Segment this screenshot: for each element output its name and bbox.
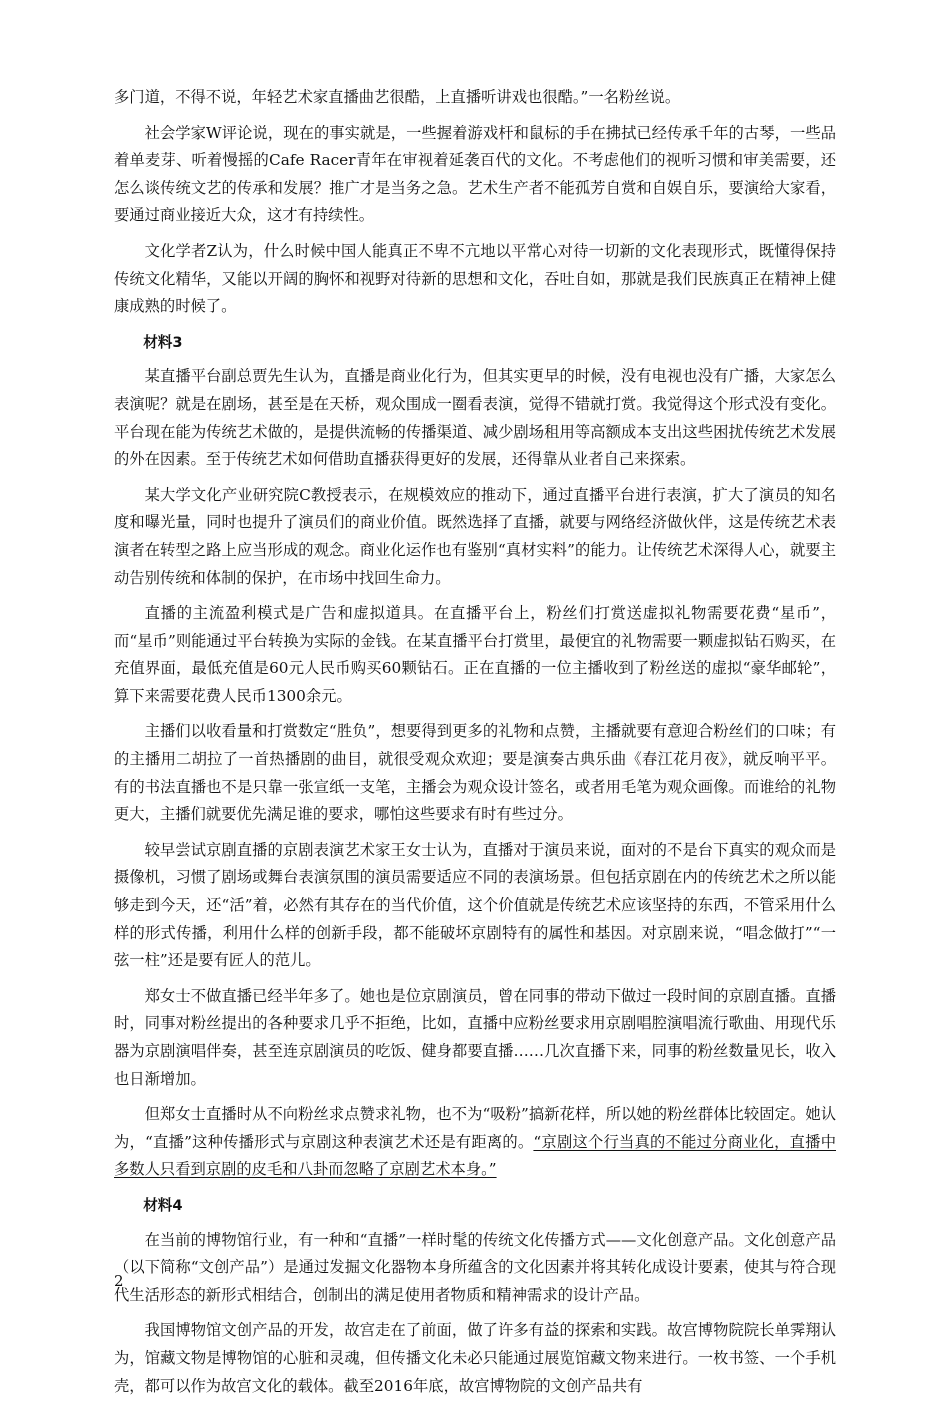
paragraph-ms-zheng-view [114, 1101, 836, 1184]
section-heading-material-3: 材料3 [143, 333, 183, 351]
paragraph-sociologist-w: 社会学家W评论说，现在的事实就是，一些握着游戏杆和鼠标的手在拂拭已经传承千年的古琴，一些品着单麦芽、听着慢摇的Cafe Racer青年在审视着延袭百代的文化。不考虑他们的视听习惯和审美需要，还怎么谈传统文艺的传承和发展？推广才是当务之急。艺术生产者不能孤芳自赏和自娱自乐，要演给大家看，要通过商业接近大众，这才有持续性。 [114, 123, 836, 225]
paragraph-platform-vp-jia: 某直播平台副总贾先生认为，直播是商业化行为，但其实更早的时候，没有电视也没有广播，大家怎么表演呢？就是在剧场，甚至是在天桥，观众围成一圈看表演，觉得不错就打赏。我觉得这个形式没有变化。平台现在能为传统艺术做的，是提供流畅的传播渠道、减少剧场租用等高额成本支出这些困扰传统艺术发展的外在因素。至于传统艺术如何借助直播获得更好的发展，还得靠从业者自己来探索。 [114, 367, 836, 469]
paragraph-scholar-z: 文化学者Z认为，什么时候中国人能真正不卑不亢地以平常心对待一切新的文化表现形式，既懂得保持传统文化精华，又能以开阔的胸怀和视野对待新的思想和文化，吞吐自如，那就是我们民族真正在精神上健康成熟的时候了。 [114, 241, 836, 316]
paragraph-ms-zheng-colleague: 郑女士不做直播已经半年多了。她也是位京剧演员，曾在同事的带动下做过一段时间的京剧直播。直播时，同事对粉丝提出的各种要求几乎不拒绝，比如，直播中应粉丝要求用京剧唱腔演唱流行歌曲、用现代乐器为京剧演唱伴奏，甚至连京剧演员的吃饭、健身都要直播……几次直播下来，同事的粉丝数量见长，收入也日渐增加。 [114, 986, 836, 1088]
paragraph-professor-c: 某大学文化产业研究院C教授表示，在规模效应的推动下，通过直播平台进行表演，扩大了演员的知名度和曝光量，同时也提升了演员们的商业价值。既然选择了直播，就要与网络经济做伙伴，这是传统艺术表演者在转型之路上应当形成的观念。商业化运作也有鉴别“真材实料”的能力。让传统艺术深得人心，就要主动告别传统和体制的保护，在市场中找回生命力。 [114, 485, 836, 587]
document-page [114, 84, 836, 1408]
section-heading-material-4: 材料4 [143, 1196, 183, 1214]
paragraph-ms-wang: 较早尝试京剧直播的京剧表演艺术家王女士认为，直播对于演员来说，面对的不是台下真实的观众而是摄像机，习惯了剧场或舞台表演氛围的演员需要适应不同的表演场景。但包括京剧在内的传统艺术之所以能够走到今天，还“活”着，必然有其存在的当代价值，这个价值就是传统艺术应该坚持的东西，不管采用什么样的形式传播，利用什么样的创新手段，都不能破坏京剧特有的属性和基因。对京剧来说，“唱念做打”“一弦一柱”还是要有匠人的范儿。 [114, 840, 836, 970]
paragraph-streamers-cater: 主播们以收看量和打赏数定“胜负”，想要得到更多的礼物和点赞，主播就要有意迎合粉丝们的口味；有的主播用二胡拉了一首热播剧的曲目，就很受观众欢迎；要是演奏古典乐曲《春江花月夜》，就反响平平。有的书法直播也不是只靠一张宣纸一支笔，主播会为观众设计签名，或者用毛笔为观众画像。而谁给的礼物更大，主播们就要优先满足谁的要求，哪怕这些要求有时有些过分。 [114, 722, 836, 824]
paragraph-fan-quote-end: 多门道，不得不说，年轻艺术家直播曲艺很酷，上直播听讲戏也很酷。”一名粉丝说。 [114, 88, 681, 106]
paragraph-ms-zheng-plain-text: 但郑女士直播时从不向粉丝求点赞求礼物，也不为“吸粉”搞新花样，所以她的粉丝群体比较固定。她认为，“直播”这种传播形式与京剧这种表演艺术还是有距离的。 [114, 1105, 836, 1151]
paragraph-cultural-products: 在当前的博物馆行业，有一种和“直播”一样时髦的传统文化传播方式——文化创意产品。文化创意产品（以下简称“文创产品”）是通过发掘文化器物本身所蕴含的文化因素并将其转化成设计要素，使其与符合现代生活形态的新形式相结合，创制出的满足使用者物质和精神需求的设计产品。 [114, 1230, 836, 1304]
paragraph-profit-model: 直播的主流盈利模式是广告和虚拟道具。在直播平台上，粉丝们打赏送虚拟礼物需要花费“星币”，而“星币”则能通过平台转换为实际的金钱。在某直播平台打赏里，最便宜的礼物需要一颗虚拟钻石购买，在充值界面，最低充值是60元人民币购买60颗钻石。正在直播的一位主播收到了粉丝送的虚拟“豪华邮轮”，算下来需要花费人民币1300余元。 [114, 604, 836, 705]
underlined-quote: “京剧这个行当真的不能过分商业化，直播中多数人只看到京剧的皮毛和八卦而忽略了京剧艺术本身。” [114, 1132, 836, 1179]
paragraph-palace-museum: 我国博物馆文创产品的开发，故宫走在了前面，做了许多有益的探索和实践。故宫博物院院长单霁翔认为，馆藏文物是博物馆的心脏和灵魂，但传播文化未必只能通过展览馆藏文物来进行。一枚书签、一个手机壳，都可以作为故宫文化的载体。截至2016年底，故宫博物院的文创产品共有 [114, 1321, 836, 1395]
page-number: 2 [114, 1272, 124, 1290]
